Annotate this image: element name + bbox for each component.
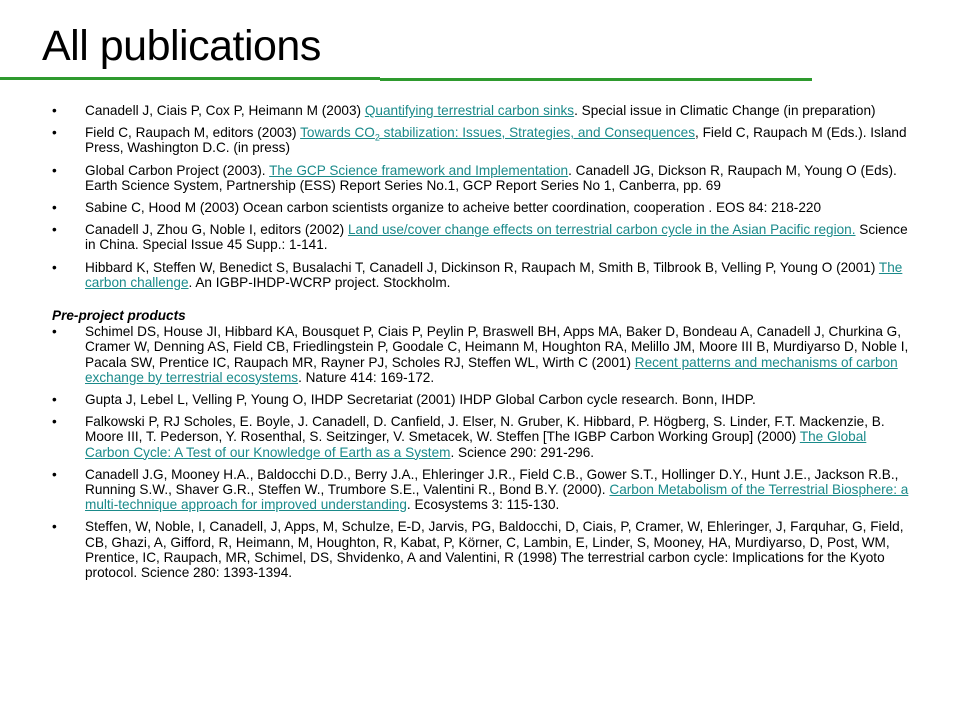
title-underline-right [380, 78, 812, 81]
list-item: • Sabine C, Hood M (2003) Ocean carbon scientists organize to acheive better coordination, cooperation . EOS 84: 218-220 [52, 200, 822, 216]
list-item: • Schimel DS, House JI, Hibbard KA, Bousquet P, Ciais P, Peylin P, Braswell BH, Apps MA, Baker D, Bondeau A, Canadell J, Churkina G, Cramer W, Denning AS, Field CB, Friedlingstein P, Goodale C, Heimann M, Houghton RA, Melillo JM, Moore III B, Murdiyarso D, Noble I, Pacala SW, Prentice IC, Raupach MR, Rayner PJ, Scholes RJ, Steffen WL, Wirth C (2001) Recent patterns and mechanisms of carbon exchange by terrestrial ecosystems. Nature 414: 169-172. [52, 324, 909, 385]
bullet: • [52, 125, 57, 141]
bullet: • [52, 222, 57, 238]
list-item: • Steffen, W, Noble, I, Canadell, J, Apps, M, Schulze, E-D, Jarvis, PG, Baldocchi, D, Ciais, P, Cramer, W, Ehleringer, J, Farquhar, G, Field, CB, Ghazi, A, Gifford, R, Heimann, M, Houghton, R, Kabat, P, Körner, C, Lambin, E, Linder, S, Mooney, HA, Murdiyarso, D, Post, WM, Prentice, IC, Raupach, MR, Schimel, DS, Shvidenko, A and Valentini, R (1998) The terrestrial carbon cycle: Implications for the Kyoto protocol. Science 280: 1393-1394. [52, 519, 904, 581]
list-item: • Field C, Raupach M, editors (2003) Towards $CO_2$ stabilization: Issues, Strategies, and Consequences, Field C, Raupach M (Eds.). Island Press, Washington D.C. (in press) [52, 125, 907, 156]
publication-link[interactable]: The Global Carbon Cycle: A Test of our Knowledge of Earth as a System [85, 429, 867, 460]
list-item: • Falkowski P, RJ Scholes, E. Boyle, J. Canadell, D. Canfield, J. Elser, N. Gruber, K. Hibbard, P. Högberg, S. Linder, F.T. Mackenzie, B. Moore III, T. Pederson, Y. Rosenthal, S. Seitzinger, V. Smetacek, W. Steffen [The IGBP Carbon Working Group] (2000) The Global Carbon Cycle: A Test of our Knowledge of Earth as a System. Science 290: 291-296. [52, 414, 885, 460]
list-item: • Canadell J, Zhou G, Noble I, editors (2002) Land use/cover change effects on terrestrial carbon cycle in the Asian Pacific region. Science in China. Special Issue 45 Supp.: 1-141. [52, 222, 908, 253]
list-item: • Canadell J, Ciais P, Cox P, Heimann M (2003) Quantifying terrestrial carbon sinks. Special issue in Climatic Change (in preparation) [52, 103, 876, 118]
page-title: All publications [42, 22, 321, 70]
bullet: • [52, 392, 57, 408]
bullet: • [52, 162, 57, 178]
bullet: • [52, 259, 57, 275]
title-underline-left [0, 77, 380, 80]
list-item: • Hibbard K, Steffen W, Benedict S, Busalachi T, Canadell J, Dickinson R, Raupach M, Smith B, Tilbrook B, Velling P, Young O (2001) The carbon challenge. An IGBP-IHDP-WCRP project. Stockholm. [52, 259, 903, 290]
publication-link[interactable]: Towards $CO_2$ stabilization: Issues, Strategies, and Consequences [300, 125, 696, 143]
publication-link[interactable]: The GCP Science framework and Implementation [269, 162, 569, 178]
list-item: • Canadell J.G, Mooney H.A., Baldocchi D.D., Berry J.A., Ehleringer J.R., Field C.B., Gower S.T., Hollinger D.Y., Hunt J.E., Jackson R.B., Running S.W., Shaver G.R., Steffen W., Trumbore S.E., Valentini R., Bond B.Y. (2000). Carbon Metabolism of the Terrestrial Biosphere: a multi-technique approach for improved understanding. Ecosystems 3: 115-130. [52, 466, 909, 513]
publication-link[interactable]: Quantifying terrestrial carbon sinks [364, 103, 575, 118]
publication-link[interactable]: The carbon challenge [85, 259, 903, 290]
bullet: • [52, 103, 57, 118]
bullet: • [52, 324, 57, 340]
bullet: • [52, 414, 57, 430]
bullet: • [52, 200, 57, 216]
publication-link[interactable]: Carbon Metabolism of the Terrestrial Biosphere: a multi-technique approach for improved understanding [85, 482, 909, 513]
bullet: • [52, 519, 57, 535]
publication-link[interactable]: Land use/cover change effects on terrestrial carbon cycle in the Asian Pacific region. [347, 222, 856, 238]
publication-link[interactable]: Recent patterns and mechanisms of carbon exchange by terrestrial ecosystems [85, 354, 898, 385]
bullet: • [52, 466, 57, 482]
section-heading: Pre-project products [52, 308, 186, 324]
list-item: • Global Carbon Project (2003). The GCP Science framework and Implementation. Canadell JG, Dickson R, Raupach M, Young O (Eds). Earth Science System, Partnership (ESS) Report Series No.1, GCP Report Series No 1, Canberra, pp. 69 [52, 162, 897, 193]
list-item: • Gupta J, Lebel L, Velling P, Young O, IHDP Secretariat (2001) IHDP Global Carbon cycle research. Bonn, IHDP. [52, 392, 756, 408]
publication-list [52, 103, 912, 587]
